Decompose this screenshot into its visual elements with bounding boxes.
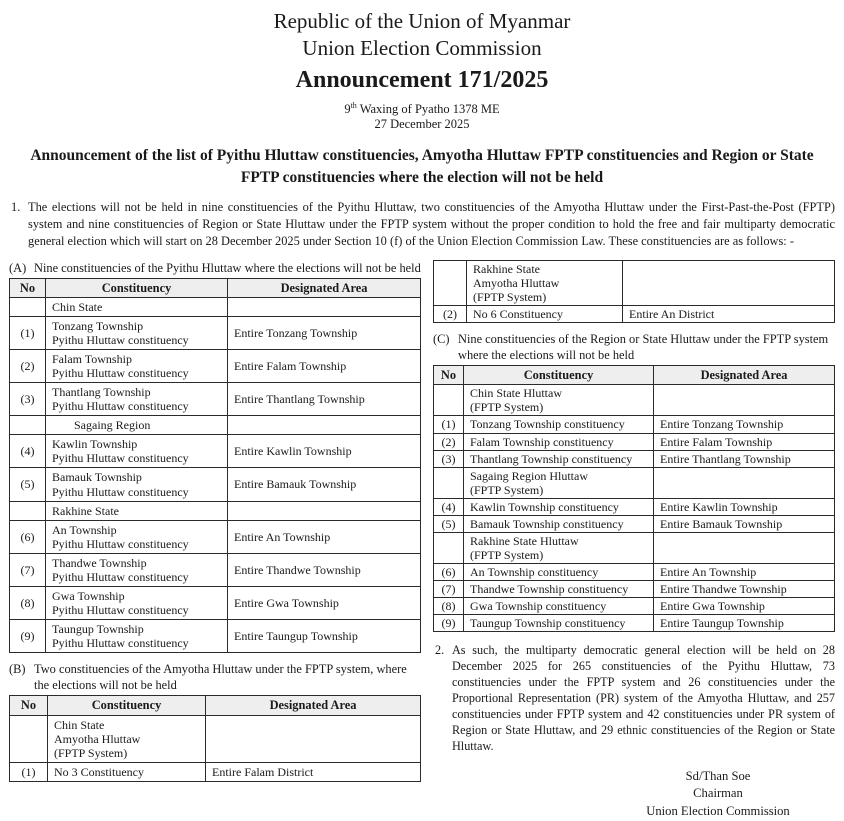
table-row [434,450,835,467]
cell-no: (1) [434,416,464,433]
column-header: Designated Area [206,696,421,716]
cell-no: (9) [434,614,464,631]
cell-designated-area: Entire An Township [654,563,835,580]
cell-no: (4) [10,435,46,468]
cell-constituency: Rakhine State Amyotha Hluttaw (FPTP System) [467,260,623,305]
signature-block [605,768,831,821]
cell-designated-area [228,501,421,520]
group-row [434,467,835,498]
cell-no: (8) [434,597,464,614]
cell-no: (1) [10,762,48,781]
column-header: Constituency [464,365,654,385]
column-header: Constituency [48,696,206,716]
paragraph-1-number: 1. [11,200,21,215]
cell-constituency: An Township Pyithu Hluttaw constituency [46,520,228,553]
table-row [10,435,421,468]
cell-constituency: No 3 Constituency [48,762,206,781]
table-b-label: (B) [9,661,26,676]
cell-designated-area: Entire Kawlin Township [228,435,421,468]
cell-constituency: Sagaing Region [46,416,228,435]
cell-designated-area: Entire Tonzang Township [654,416,835,433]
table-a-caption-text: Nine constituencies of the Pyithu Hluttaw where the elections will not be held [34,260,421,275]
signature-name: Sd/Than Soe [685,768,751,783]
column-header: No [10,278,46,298]
cell-designated-area: Entire Bamauk Township [654,515,835,532]
table-row [434,597,835,614]
cell-no: (6) [10,520,46,553]
cell-no: (2) [434,433,464,450]
cell-no: (4) [434,498,464,515]
myanmar-date-ordinal: th [350,100,357,110]
paragraph-1-text: The elections will not be held in nine constituencies of the Pyithu Hluttaw, two constituencies of the Amyotha Hluttaw under the First-Past-the-Post (FPTP) system and nine constituencies of Region or State Hluttaw under the FPTP system without the proper condition to hold the free and fair multiparty democratic general election which will start on 28 December 2025 under Section 10 (f) of the Union Election Commission Law. These constituencies are as follows: - [28,200,835,249]
table-row [434,614,835,631]
cell-constituency: Falam Township Pyithu Hluttaw constituency [46,350,228,383]
cell-constituency: Gwa Township constituency [464,597,654,614]
cell-no: (7) [10,553,46,586]
table-c-caption [433,331,835,363]
cell-designated-area: Entire Tonzang Township [228,317,421,350]
cell-constituency: Chin State [46,298,228,317]
table-row [10,520,421,553]
cell-constituency: Chin State Amyotha Hluttaw (FPTP System) [48,715,206,762]
table-b [9,695,421,782]
cell-constituency: An Township constituency [464,563,654,580]
cell-constituency: Thantlang Township constituency [464,450,654,467]
cell-designated-area: Entire Thandwe Township [228,553,421,586]
gregorian-date: 27 December 2025 [374,117,470,132]
column-header: Designated Area [654,365,835,385]
table-row [434,580,835,597]
cell-designated-area: Entire Bamauk Township [228,468,421,501]
table-row [10,553,421,586]
cell-designated-area [654,385,835,416]
two-column-layout [9,260,835,821]
table-row [10,350,421,383]
cell-no: (8) [10,586,46,619]
group-row [10,501,421,520]
cell-designated-area: Entire Falam Township [654,433,835,450]
cell-constituency: Thantlang Township Pyithu Hluttaw constituency [46,383,228,416]
table-b-continued [433,260,835,323]
cell-designated-area [654,532,835,563]
paragraph-2-text: As such, the multiparty democratic general election will be held on 28 December 2025 for 265 constituencies of the Pyithu Hluttaw, 73 constituencies under the FPTP system and 26 constituencies under the Proportional Representation (PR) system of the Amyotha Hluttaw, and 257 constituencies under FPTP system and 42 constituencies under PR system of Region or State Hluttaw, and 29 ethnic constituencies of the Region or State Hluttaw. [452,642,835,754]
cell-designated-area: Entire Kawlin Township [654,498,835,515]
group-row [434,532,835,563]
cell-designated-area: Entire Gwa Township [228,586,421,619]
cell-no: (1) [10,317,46,350]
cell-no [10,501,46,520]
cell-designated-area: Entire Thantlang Township [228,383,421,416]
right-column [433,260,835,821]
cell-constituency: Sagaing Region Hluttaw (FPTP System) [464,467,654,498]
group-row [10,715,421,762]
table-a-caption [9,260,421,276]
cell-constituency: Rakhine State Hluttaw (FPTP System) [464,532,654,563]
cell-no: (9) [10,619,46,652]
table-b-caption-text: Two constituencies of the Amyotha Hluttaw under the FPTP system, where the elections will not be held [34,661,407,692]
left-column [9,260,421,782]
table-c-caption-text: Nine constituencies of the Region or State Hluttaw under the FPTP system where the elections will not be held [458,331,829,362]
cell-no: (3) [434,450,464,467]
group-row [10,416,421,435]
table-row [10,619,421,652]
cell-constituency: Thandwe Township Pyithu Hluttaw constituency [46,553,228,586]
cell-designated-area [623,260,835,305]
table-row [434,515,835,532]
table-row [10,383,421,416]
cell-constituency: Bamauk Township Pyithu Hluttaw constituency [46,468,228,501]
table-header-row [434,365,835,385]
cell-constituency: Gwa Township Pyithu Hluttaw constituency [46,586,228,619]
column-header: Constituency [46,278,228,298]
cell-designated-area [654,467,835,498]
table-row [434,563,835,580]
column-header: No [434,365,464,385]
table-b-caption [9,661,421,693]
cell-no [434,260,467,305]
cell-constituency: Tonzang Township Pyithu Hluttaw constituency [46,317,228,350]
paragraph-2 [433,642,835,755]
paragraph-2-number: 2. [435,642,445,657]
column-header: No [10,696,48,716]
cell-no: (5) [434,515,464,532]
cell-designated-area: Entire Thantlang Township [654,450,835,467]
cell-no [10,298,46,317]
announcement-heading: Announcement of the list of Pyithu Hluttaw constituencies, Amyotha Hluttaw FPTP constituencies and Region or State FPTP constituencies where the election will not be held [30,147,814,187]
cell-no: (2) [10,350,46,383]
cell-constituency: Kawlin Township Pyithu Hluttaw constituency [46,435,228,468]
cell-no [434,385,464,416]
table-header-row [10,278,421,298]
cell-no [434,532,464,563]
cell-no: (7) [434,580,464,597]
cell-designated-area: Entire An Township [228,520,421,553]
table-row [434,433,835,450]
country-title: Republic of the Union of Myanmar [273,9,571,33]
cell-designated-area: Entire Falam District [206,762,421,781]
cell-no: (6) [434,563,464,580]
cell-constituency: Kawlin Township constituency [464,498,654,515]
cell-designated-area [228,298,421,317]
table-row [10,586,421,619]
cell-no: (5) [10,468,46,501]
cell-constituency: Taungup Township Pyithu Hluttaw constituency [46,619,228,652]
group-row [434,385,835,416]
paragraph-1 [9,199,835,250]
cell-no: (3) [10,383,46,416]
signature-org: Union Election Commission [646,804,790,819]
cell-constituency: Rakhine State [46,501,228,520]
document-header [9,8,835,133]
cell-no: (2) [434,305,467,322]
table-a-label: (A) [9,260,27,275]
group-row [434,260,835,305]
cell-constituency: No 6 Constituency [467,305,623,322]
table-row [10,468,421,501]
cell-designated-area: Entire Taungup Township [654,614,835,631]
cell-constituency: Chin State Hluttaw (FPTP System) [464,385,654,416]
cell-designated-area [228,416,421,435]
cell-constituency: Falam Township constituency [464,433,654,450]
commission-title: Union Election Commission [302,35,542,60]
cell-designated-area: Entire Gwa Township [654,597,835,614]
cell-designated-area: Entire Taungup Township [228,619,421,652]
cell-no [10,715,48,762]
table-c [433,365,835,632]
cell-designated-area [206,715,421,762]
cell-constituency: Tonzang Township constituency [464,416,654,433]
table-row [434,305,835,322]
myanmar-date-rest: Waxing of Pyatho 1378 ME [356,101,500,116]
table-row [10,317,421,350]
cell-designated-area: Entire Falam Township [228,350,421,383]
date-block [9,101,835,134]
column-header: Designated Area [228,278,421,298]
cell-no [434,467,464,498]
cell-designated-area: Entire An District [623,305,835,322]
cell-designated-area: Entire Thandwe Township [654,580,835,597]
table-row [434,498,835,515]
cell-constituency: Thandwe Township constituency [464,580,654,597]
cell-no [10,416,46,435]
signature-role: Chairman [693,786,743,801]
table-row [434,416,835,433]
myanmar-date-num: 9 [344,101,351,116]
table-header-row [10,696,421,716]
table-c-label: (C) [433,331,450,346]
cell-constituency: Taungup Township constituency [464,614,654,631]
announcement-number-title: Announcement 171/2025 [295,66,549,93]
cell-constituency: Bamauk Township constituency [464,515,654,532]
myanmar-date [9,101,835,118]
table-a [9,278,421,653]
group-row [10,298,421,317]
table-row [10,762,421,781]
